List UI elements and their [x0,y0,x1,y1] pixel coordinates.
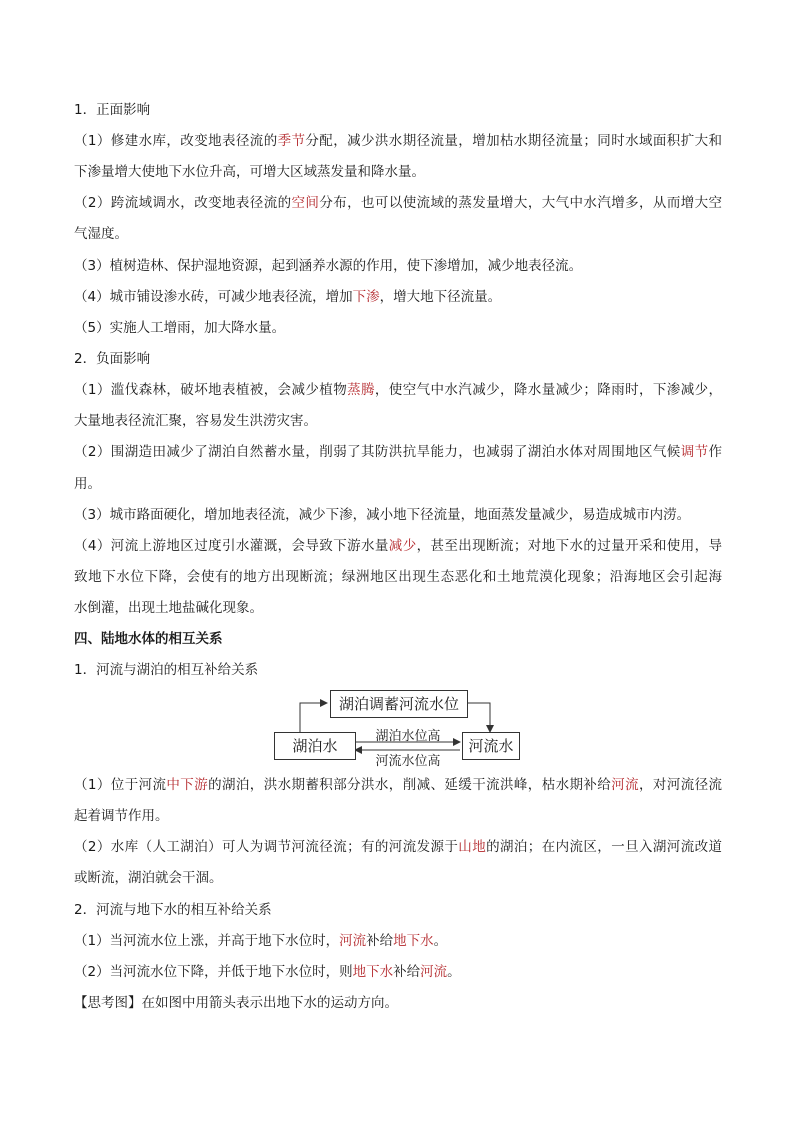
highlight-term: 蒸腾 [347,382,375,398]
paragraph-lake-2 [74,837,722,857]
diagram-box-lake: 湖泊水 [274,732,356,760]
diagram-label-lake-high: 湖泊水位高 [375,729,441,744]
text-run: ，甚至出现断流；对地下水的过量开采和使用，导 [416,538,723,554]
text-run: （4）河流上游地区过度引水灌溉，会导致下游水量 [74,538,389,554]
diagram-box-river: 河流水 [462,732,520,760]
text-run: （2）当河流水位下降，并低于地下水位时，则 [74,964,353,980]
paragraph-negative-2-cont: 用。 [74,476,101,492]
highlight-term: 季节 [277,133,306,149]
section-heading-negative: 2．负面影响 [74,351,151,367]
text-run: （2）水库（人工湖泊）可人为调节河流径流；有的河流发源于 [74,839,459,855]
text-run: （4）城市铺设渗水砖，可减少地表径流，增加 [74,289,353,305]
paragraph-negative-3 [74,505,690,525]
paragraph-lake-1 [74,775,722,795]
text-run: 补给 [393,964,421,980]
paragraph-negative-4-cont2: 水倒灌，出现土地盐碱化现象。 [74,600,263,616]
paragraph-negative-1 [74,380,722,400]
section-heading-relations: 四、陆地水体的相互关系 [74,631,223,647]
text-run: 分配，减少洪水期径流量，增加枯水期径流量；同时水域面积扩大和 [305,133,723,149]
highlight-term: 地下水 [352,964,394,980]
highlight-term: 调节 [680,444,709,460]
text-run: （5）实施人工增雨，加大降水量。 [74,320,286,336]
diagram-label-river-high: 河流水位高 [375,754,441,769]
paragraph-positive-4 [74,287,501,307]
highlight-term: 地下水 [393,933,434,949]
arrow-top-to-river [468,703,490,732]
arrow-lake-to-top [300,703,327,732]
paragraph-positive-2-cont: 气湿度。 [74,226,128,242]
river-lake-diagram [270,688,514,769]
highlight-term: 河流 [420,964,448,980]
paragraph-negative-2 [74,442,722,462]
paragraph-negative-1-cont: 大量地表径流汇聚，容易发生洪涝灾害。 [74,413,317,429]
text-run: （3）植树造林、保护湿地资源，起到涵养水源的作用，使下渗增加，减少地表径流。 [74,258,583,274]
text-run: （1）滥伐森林，破坏地表植被，会减少植物 [74,382,348,398]
highlight-term: 空间 [291,195,320,211]
highlight-term: 河流 [611,777,640,793]
text-run: 。 [447,964,461,980]
text-run: 的湖泊，洪水期蓄积部分洪水，削减、延缓干流洪峰，枯水期补给 [208,777,612,793]
paragraph-positive-5 [74,318,285,338]
text-run: （1）修建水库，改变地表径流的 [74,133,278,149]
highlight-term: 减少 [388,538,417,554]
text-run: （1）当河流水位上涨，并高于地下水位时， [74,933,340,949]
paragraph-positive-1-cont: 下渗量增大使地下水位升高，可增大区域蒸发量和降水量。 [74,164,425,180]
text-run: （2）围湖造田减少了湖泊自然蓄水量，削弱了其防洪抗旱能力，也减弱了湖泊水体对周围地区气候 [74,444,681,460]
text-run: 。 [433,933,448,949]
paragraph-positive-2 [74,193,722,213]
paragraph-groundwater-2 [74,962,461,982]
highlight-term: 中下游 [166,777,209,793]
text-run: （3）城市路面硬化，增加地表径流，减少下渗，减小地下径流量，地面蒸发量减少，易造成城市内涝。 [74,507,691,523]
text-run: 作 [708,444,723,460]
paragraph-negative-4-cont: 致地下水位下降，会使有的地方出现断流；绿洲地区出现生态恶化和土地荒漠化现象；沿海地区会引起海 [74,569,722,585]
highlight-term: 下渗 [352,289,380,305]
text-run: 补给 [366,933,394,949]
paragraph-lake-2-cont: 或断流，湖泊就会干涸。 [74,870,223,886]
section-heading-positive: 1．正面影响 [74,102,151,118]
paragraph-negative-4 [74,536,722,556]
diagram-box-top: 湖泊调蓄河流水位 [330,690,468,718]
text-run: （2）跨流域调水，改变地表径流的 [74,195,292,211]
think-prompt: 【思考图】在如图中用箭头表示出地下水的运动方向。 [74,995,398,1011]
text-run: （1）位于河流 [74,777,167,793]
paragraph-positive-3 [74,256,582,276]
paragraph-positive-1 [74,131,722,151]
text-run: 分布，也可以使流域的蒸发量增大，大气中水汽增多，从而增大空 [319,195,723,211]
paragraph-groundwater-1 [74,931,447,951]
paragraph-lake-1-cont: 起着调节作用。 [74,808,169,824]
text-run: ，对河流径流 [639,777,723,793]
text-run: 的湖泊；在内流区，一旦入湖河流改道 [486,839,723,855]
text-run: ，增大地下径流量。 [379,289,502,305]
highlight-term: 河流 [339,933,367,949]
text-run: ，使空气中水汽减少，降水量减少；降雨时，下渗减少， [374,382,723,398]
highlight-term: 山地 [458,839,487,855]
subheading-river-lake: 1．河流与湖泊的相互补给关系 [74,662,259,678]
subheading-river-groundwater: 2．河流与地下水的相互补给关系 [74,902,272,918]
